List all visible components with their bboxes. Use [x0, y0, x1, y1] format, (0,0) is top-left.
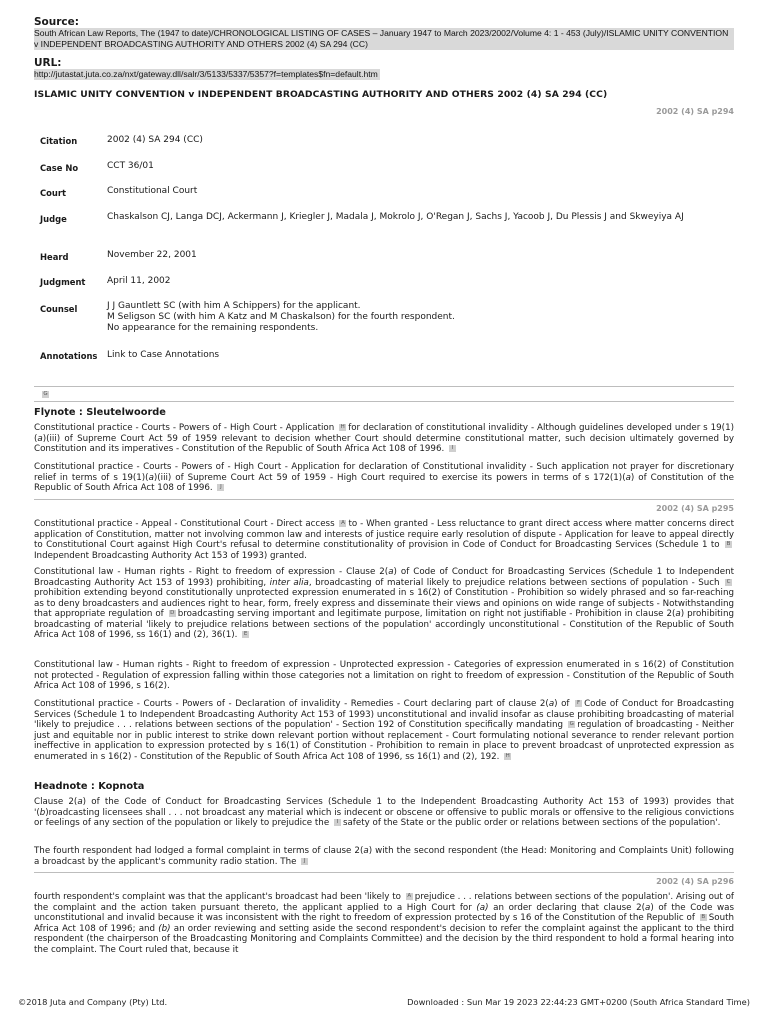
margin-marker-d: D — [170, 610, 175, 616]
heard-key: Heard — [40, 252, 69, 262]
counsel-value — [107, 301, 727, 334]
margin-marker-h: H — [340, 424, 345, 430]
flynote-paragraph: Constitutional practice - Appeal - Constitutional Court - Direct access A to - When granted - Less reluctance to grant direct access where matter concerns direct application of Constitution, matter not involving common law and interests of justice require early resolution of dispute - Application for leave to appeal directly to Constitutional Court against High Court's refusal to determine constitutionality of provision in Code of Conduct for Broadcasting Services (Schedule 1 to BIndependent Broadcasting Authority Act 153 of 1993) granted. — [34, 519, 734, 561]
margin-marker-a: A — [407, 893, 412, 899]
heard-value: November 22, 2001 — [107, 250, 197, 260]
copyright-footer: ©2018 Juta and Company (Pty) Ltd. — [18, 997, 168, 1007]
flynote-paragraph: Constitutional practice - Courts - Powers of - High Court - Application H for declaration of constitutional invalidity - Although guidelines developed under s 19(1)(a)(iii) of Supreme Court Act 59 of 1959 relevant to decision whether Court should determine constitutional matter, such decision ultimately governed by Constitution and its imperatives - Constitution of the Republic of South Africa Act 108 of 1996. I — [34, 423, 734, 454]
flynote-paragraph: Constitutional law - Human rights - Right to freedom of expression - Unprotected expression - Categories of expression enumerated in s 16(2) of Constitution not protected - Regulation of expression falling within those categories not a limitation on right to freedom of expression - Constitution of the Republic of South Africa Act 108 of 1996, s 16(2). — [34, 660, 734, 691]
flynote-paragraph: Constitutional practice - Courts - Powers of - High Court - Application for declaration of Constitutional invalidity - Such application not prayer for discretionary relief in terms of s 19(1)(a)(iii) of Supreme Court Act 59 of 1959 - High Court required to exercise its powers in terms of s 172(1)(a) of Constitution of the Republic of South Africa Act 108 of 1996. J — [34, 462, 735, 493]
judge-key: Judge — [40, 214, 67, 224]
margin-marker-a: A — [341, 520, 345, 526]
margin-marker-i: I — [449, 445, 456, 452]
margin-marker-b: B — [726, 541, 731, 547]
case-annotations-link[interactable]: Link to Case Annotations — [107, 350, 220, 360]
judgment-value: April 11, 2002 — [107, 276, 171, 286]
citation-value: 2002 (4) SA 294 (CC) — [107, 135, 203, 145]
margin-marker-j: J — [301, 858, 308, 865]
flynote-paragraph: Constitutional practice - Courts - Powers of - Declaration of invalidity - Remedies - Court declaring part of clause 2(a) of F Code of Conduct for Broadcasting Services (Schedule 1 to Independent Broadcasting Authority Act 153 of 1993) unconstitutional and invalid insofar as clause prohibiting broadcasting of material 'likely to prejudice . . . relations between sections of the population' - Section 192 of Constitution specifically mandating G regulation of broadcasting - Neither just and equitable nor in public interest to strike down relevant portion without replacement - Court formulating notional severance to render relevant portion ineffective in application to expression protected by s 16(1) of Constitution - Prohibition to remain in place to prevent broadcast of unprotected expression as enumerated in s 16(2) - Constitution of the Republic of South Africa Act 108 of 1996, ss 16(1) and (2), 192. H — [34, 699, 734, 762]
source-label: Source: — [34, 16, 79, 28]
headnote-paragraph: Clause 2(a) of the Code of Conduct for Broadcasting Services (Schedule 1 to the Independent Broadcasting Authority Act 153 of 1993) provides that '(b)roadcasting licensees shall . . . not broadcast any material which is indecent or obscene or offensive to public morals or offensive to the religious convictions or feelings of any section of the population or likely to prejudice the I safety of the State or the public order or relations between sections of the population'. — [34, 797, 734, 828]
caseno-value: CCT 36/01 — [107, 161, 154, 171]
margin-marker-g: G — [43, 391, 48, 397]
margin-marker-b: B — [701, 914, 706, 920]
flynote-heading: Flynote : Sleutelwoorde — [34, 407, 166, 418]
margin-marker-j: J — [217, 484, 224, 491]
divider — [34, 386, 734, 387]
divider — [34, 872, 734, 873]
caseno-key: Case No — [40, 163, 79, 173]
headnote-paragraph: The fourth respondent had lodged a formal complaint in terms of clause 2(a) with the second respondent (the Head: Monitoring and Complaints Unit) following a broadcast by the applicant's community radio station. The J — [34, 846, 735, 867]
counsel-key: Counsel — [40, 304, 78, 314]
headnote-paragraph: fourth respondent's complaint was that the applicant's broadcast had been 'likely to A prejudice . . . relations between sections of the population'. Arising out of the complaint and the action taken pursuant thereto, the applicant applied to a High Court for (a) an order declaring that clause 2(a) of the Code was unconstitutional and invalid because it was inconsistent with the right to freedom of expression protected by s 16 of the Constitution of the Republic of B South Africa Act 108 of 1996; and (b) an order reviewing and setting aside the second respondent's decision to refer the complaint against the applicant to the third respondent (the chairperson of the Broadcasting Monitoring and Complaints Committee) and the decision by the third respondent to hold a formal hearing into the complaint. The Court ruled that, because it — [34, 892, 735, 955]
judgment-key: Judgment — [40, 277, 86, 287]
judge-value: Chaskalson CJ, Langa DCJ, Ackermann J, Kriegler J, Madala J, Mokrolo J, O'Regan J, Sachs J, Yacoob J, Du Plessis J and Skweyiya AJ — [107, 212, 684, 222]
divider — [34, 499, 734, 500]
source-path: South African Law Reports, The (1947 to date)/CHRONOLOGICAL LISTING OF CASES – January 1947 to March 2023/2002/Volume 4: 1 - 453 (July)/ISLAMIC UNITY CONVENTION v INDEPENDENT BROADCASTING AUTHORITY AND OTHERS 2002 (4) SA 294 (CC) — [34, 28, 734, 50]
page-ref-p294: 2002 (4) SA p294 — [656, 107, 734, 116]
margin-marker-g: G — [569, 721, 574, 727]
citation-key: Citation — [40, 136, 78, 146]
margin-marker-h: H — [505, 752, 510, 759]
counsel-line-3: No appearance for the remaining respondents. — [107, 323, 319, 333]
court-value: Constitutional Court — [107, 186, 198, 196]
margin-marker-i: I — [334, 819, 341, 826]
divider — [34, 401, 734, 402]
annotations-key: Annotations — [40, 351, 98, 361]
counsel-line-1: J J Gauntlett SC (with him A Schippers) for the applicant. — [107, 301, 361, 311]
page-ref-p295: 2002 (4) SA p295 — [656, 504, 734, 513]
court-key: Court — [40, 188, 66, 198]
source-url-link[interactable]: http://jutastat.juta.co.za/nxt/gateway.dll/salr/3/5133/5337/5357?f=templates$fn=default.htm — [34, 69, 378, 79]
counsel-line-2: M Seligson SC (with him A Katz and M Chaskalson) for the fourth respondent. — [107, 312, 455, 322]
download-timestamp: Downloaded : Sun Mar 19 2023 22:44:23 GMT+0200 (South Africa Standard Time) — [407, 997, 750, 1007]
url-label: URL: — [34, 57, 62, 69]
headnote-heading: Headnote : Kopnota — [34, 781, 145, 792]
margin-marker-c: C — [726, 578, 731, 585]
margin-marker-e: E — [243, 631, 248, 637]
case-title: ISLAMIC UNITY CONVENTION v INDEPENDENT BROADCASTING AUTHORITY AND OTHERS 2002 (4) SA 294 (CC) — [34, 89, 608, 100]
page-ref-p296: 2002 (4) SA p296 — [656, 877, 734, 886]
margin-marker-f: F — [576, 700, 581, 706]
flynote-paragraph: Constitutional law - Human rights - Right to freedom of expression - Clause 2(a) of Code of Conduct for Broadcasting Services (Schedule 1 to Independent Broadcasting Authority Act 153 of 1993) prohibiting, inter alia, broadcasting of material likely to prejudice relations between sections of population - Such Cprohibition extending beyond constitutionally unprotected expression enumerated in s 16(2) of Constitution - Prohibition so widely phrased and so far-reaching as to deny broadcasters and audiences right to hear, form, freely express and disseminate their views and opinions on wide range of subjects - Notwithstanding that appropriate regulation of D broadcasting serving important and legitimate purpose, limitation on right not justifiable - Prohibition in clause 2(a) prohibiting broadcasting of material 'likely to prejudice relations between sections of the population' accordingly unconstitutional - Constitution of the Republic of South Africa Act 108 of 1996, ss 16(1) and (2), 36(1). E — [34, 567, 734, 640]
